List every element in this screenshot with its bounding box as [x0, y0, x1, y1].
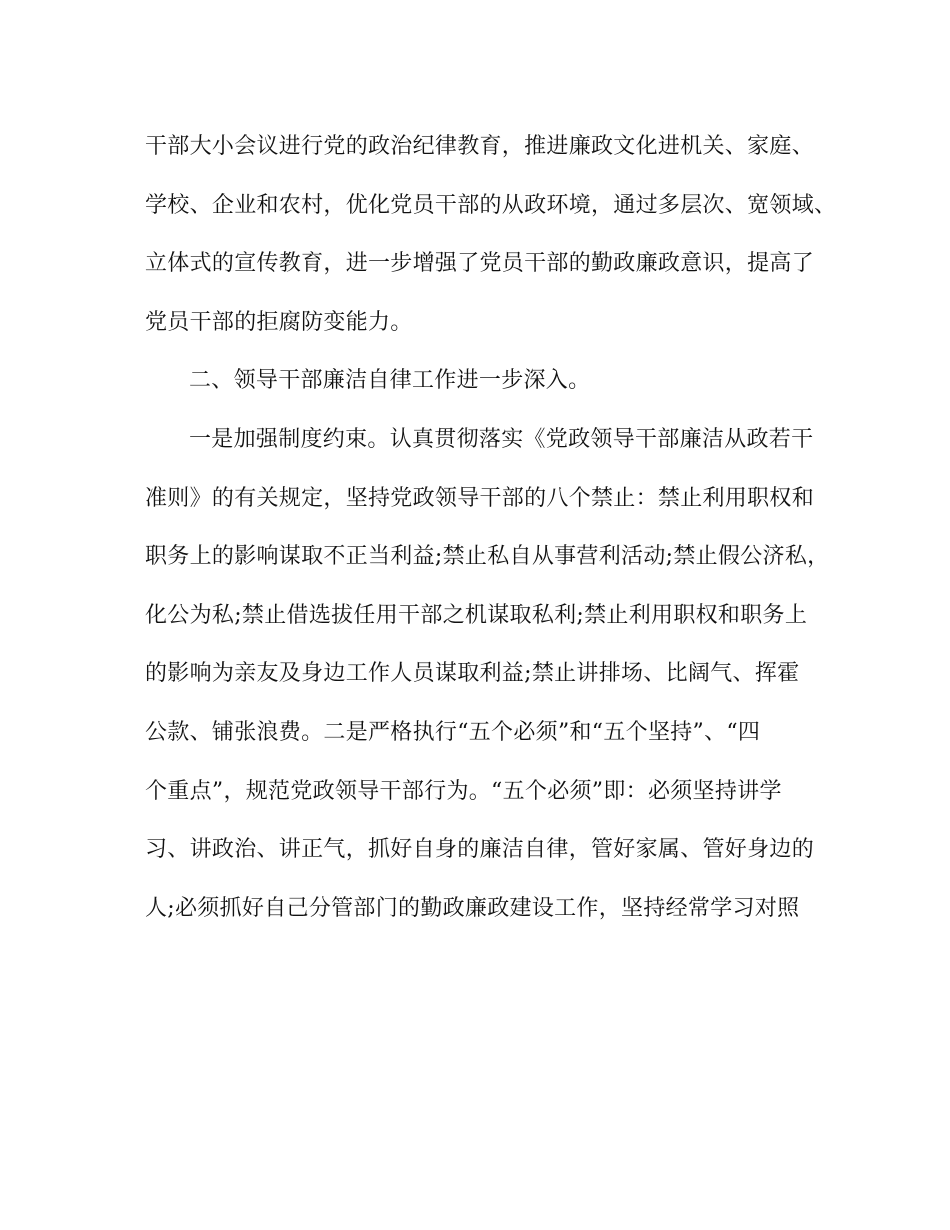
text-line-11: 公款、铺张浪费。二是严格执行“五个必须”和“五个坚持”、“四 [145, 719, 761, 745]
text-line-12: 个重点”，规范党政领导干部行为。“五个必须”即：必须坚持讲学 [145, 778, 782, 804]
text-line-10: 的影响为亲友及身边工作人员谋取利益;禁止讲排场、比阔气、挥霍 [145, 661, 800, 687]
text-line-13: 习、讲政治、讲正气，抓好自身的廉洁自律，管好家属、管好身边的 [145, 837, 815, 863]
text-line-8: 职务上的影响谋取不正当利益;禁止私自从事营利活动;禁止假公济私， [145, 544, 830, 570]
text-line-14: 人;必须抓好自己分管部门的勤政廉政建设工作，坚持经常学习对照 [145, 895, 800, 921]
text-line-4: 党员干部的拒腐防变能力。 [145, 309, 413, 335]
text-line-3: 立体式的宣传教育，进一步增强了党员干部的勤政廉政意识，提高了 [145, 251, 815, 277]
section-heading: 二、领导干部廉洁自律工作进一步深入。 [189, 368, 591, 394]
text-line-6: 一是加强制度约束。认真贯彻落实《党政领导干部廉洁从政若干 [189, 426, 814, 452]
document-body [145, 118, 837, 938]
text-line-2: 学校、企业和农村，优化党员干部的从政环境，通过多层次、宽领域、 [145, 192, 837, 218]
text-line-1: 干部大小会议进行党的政治纪律教育，推进廉政文化进机关、家庭、 [145, 134, 815, 159]
text-line-7: 准则》的有关规定，坚持党政领导干部的八个禁止：禁止利用职权和 [145, 485, 815, 511]
text-line-9: 化公为私;禁止借选拔任用干部之机谋取私利;禁止利用职权和职务上 [145, 602, 808, 628]
